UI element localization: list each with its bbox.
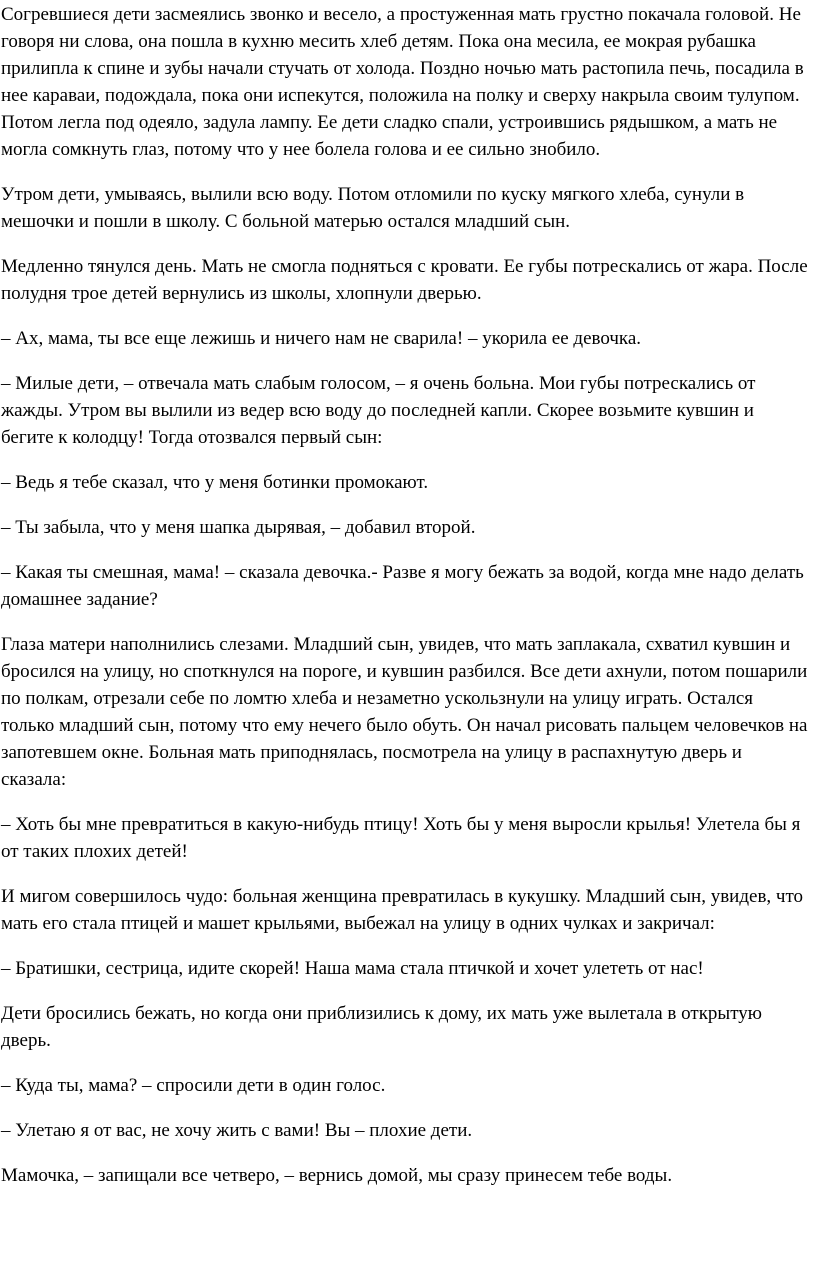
paragraph-8: – Какая ты смешная, мама! – сказала девочка.- Разве я могу бежать за водой, когда мне надо делать домашнее задание? bbox=[1, 562, 804, 610]
paragraph-14: – Куда ты, мама? – спросили дети в один голос. bbox=[1, 1075, 386, 1096]
paragraph-1: Согревшиеся дети засмеялись звонко и весело, а простуженная мать грустно покачала головой. Не говоря ни слова, она пошла в кухню месить хлеб детям. Пока она месила, ее мокрая рубашка прилипла к спине и зубы начали стучать от холода. Поздно ночью мать растопила печь, посадила в нее караваи, подождала, пока они испекутся, положила на полку и сверху накрыла своим тулупом. Потом легла под одеяло, задула лампу. Ее дети сладко спали, устроившись рядышком, а мать не могла сомкнуть глаз, потому что у нее болела голова и ее сильно знобило. bbox=[1, 4, 804, 160]
paragraph-2: Утром дети, умываясь, вылили всю воду. Потом отломили по куску мягкого хлеба, сунули в мешочки и пошли в школу. С больной матерью остался младший сын. bbox=[1, 184, 745, 232]
paragraph-11: И мигом совершилось чудо: больная женщина превратилась в кукушку. Младший сын, увидев, что мать его стала птицей и машет крыльями, выбежал на улицу в одних чулках и закричал: bbox=[1, 886, 804, 934]
paragraph-15: – Улетаю я от вас, не хочу жить с вами! Вы – плохие дети. bbox=[1, 1120, 473, 1141]
paragraph-3: Медленно тянулся день. Мать не смогла подняться с кровати. Ее губы потрескались от жара. После полудня трое детей вернулись из школы, хлопнули дверью. bbox=[1, 256, 808, 304]
paragraph-16: Мамочка, – запищали все четверо, – вернись домой, мы сразу принесем тебе воды. bbox=[1, 1165, 673, 1186]
paragraph-9: Глаза матери наполнились слезами. Младший сын, увидев, что мать заплакала, схватил кувшин и бросился на улицу, но споткнулся на пороге, и кувшин разбился. Все дети ахнули, потом пошарили по полкам, отрезали себе по ломтю хлеба и незаметно ускользнули на улицу играть. Остался только младший сын, потому что ему нечего было обуть. Он начал рисовать пальцем человечков на запотевшем окне. Больная мать приподнялась, посмотрела на улицу в распахнутую дверь и сказала: bbox=[1, 634, 808, 790]
paragraph-4: – Ах, мама, ты все еще лежишь и ничего нам не сварила! – укорила ее девочка. bbox=[1, 328, 642, 349]
paragraph-5: – Милые дети, – отвечала мать слабым голосом, – я очень больна. Мои губы потрескались от жажды. Утром вы вылили из ведер всю воду до последней капли. Скорее возьмите кувшин и бегите к колодцу! Тогда отозвался первый сын: bbox=[1, 373, 756, 448]
paragraph-13: Дети бросились бежать, но когда они приблизились к дому, их мать уже вылетала в открытую дверь. bbox=[1, 1003, 762, 1051]
paragraph-7: – Ты забыла, что у меня шапка дырявая, – добавил второй. bbox=[1, 517, 476, 538]
paragraph-12: – Братишки, сестрица, идите скорей! Наша мама стала птичкой и хочет улететь от нас! bbox=[1, 958, 704, 979]
paragraph-10: – Хоть бы мне превратиться в какую-нибудь птицу! Хоть бы у меня выросли крылья! Улетела бы я от таких плохих детей! bbox=[1, 814, 801, 862]
paragraph-6: – Ведь я тебе сказал, что у меня ботинки промокают. bbox=[1, 472, 429, 493]
